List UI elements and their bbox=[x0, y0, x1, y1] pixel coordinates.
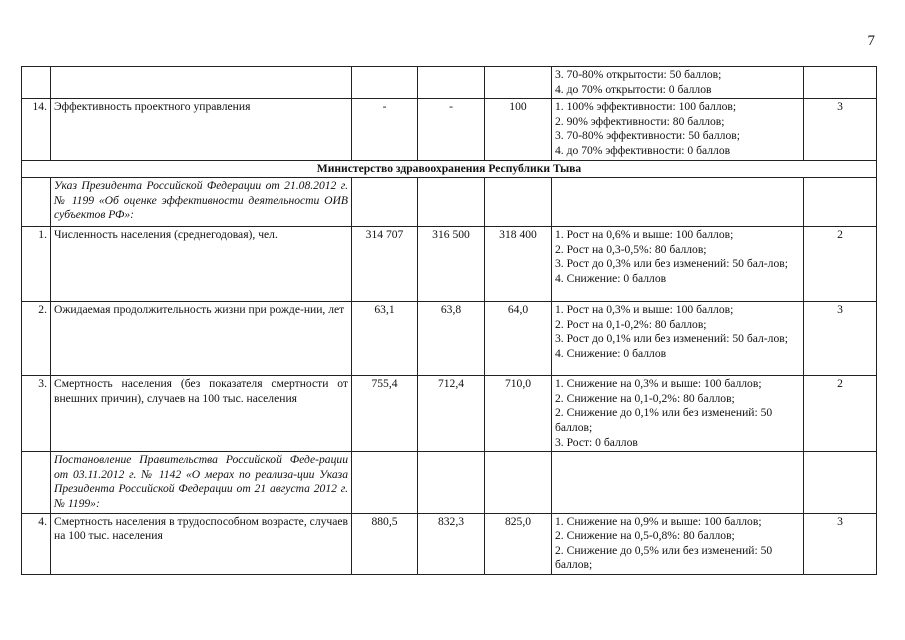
indicator-name: Эффективность проектного управления bbox=[51, 99, 352, 160]
note-row bbox=[22, 178, 877, 227]
empty-cell bbox=[22, 178, 51, 227]
score: 2 bbox=[804, 376, 877, 452]
row-number: 4. bbox=[22, 513, 51, 574]
criteria-line: 3. Рост: 0 баллов bbox=[555, 435, 638, 449]
note-row bbox=[22, 452, 877, 513]
table-row bbox=[22, 376, 877, 452]
value-1 bbox=[352, 67, 418, 99]
empty-cell bbox=[804, 452, 877, 513]
criteria bbox=[552, 302, 804, 376]
value-1: 314 707 bbox=[352, 227, 418, 302]
empty-cell bbox=[418, 452, 485, 513]
criteria-line: 2. Рост на 0,1-0,2%: 80 баллов; bbox=[555, 317, 707, 331]
criteria-line: 2. Снижение на 0,1-0,2%: 80 баллов; bbox=[555, 391, 735, 405]
criteria-line: 1. Рост на 0,6% и выше: 100 баллов; bbox=[555, 228, 734, 242]
criteria-line: 2. Рост на 0,3-0,5%: 80 баллов; bbox=[555, 242, 707, 256]
row-number: 3. bbox=[22, 376, 51, 452]
criteria-line: 1. 100% эффективности: 100 баллов; bbox=[555, 100, 737, 114]
table-row bbox=[22, 99, 877, 160]
value-1: 755,4 bbox=[352, 376, 418, 452]
empty-cell bbox=[485, 452, 552, 513]
indicator-name bbox=[51, 67, 352, 99]
table-row bbox=[22, 302, 877, 376]
empty-cell bbox=[22, 452, 51, 513]
criteria-line: 4. до 70% открытости: 0 баллов bbox=[555, 82, 712, 96]
decree-note: Указ Президента Российской Федерации от 21.08.2012 г. № 1199 «Об оценке эффективности деятельности ОИВ субъектов РФ»: bbox=[51, 178, 352, 227]
score: 3 bbox=[804, 302, 877, 376]
criteria-line: 1. Снижение на 0,3% и выше: 100 баллов; bbox=[555, 377, 762, 391]
value-3: 100 bbox=[485, 99, 552, 160]
score bbox=[804, 67, 877, 99]
criteria bbox=[552, 513, 804, 574]
criteria-line: 3. 70-80% эффективности: 50 баллов; bbox=[555, 129, 740, 143]
section-title: Министерство здравоохранения Республики Тыва bbox=[22, 160, 877, 178]
value-2: - bbox=[418, 99, 485, 160]
row-number: 14. bbox=[22, 99, 51, 160]
table-row bbox=[22, 513, 877, 574]
criteria-line: 2. Снижение до 0,5% или без изменений: 50 баллов; bbox=[555, 543, 773, 572]
value-3: 710,0 bbox=[485, 376, 552, 452]
value-2: 63,8 bbox=[418, 302, 485, 376]
criteria bbox=[552, 376, 804, 452]
criteria-line: 1. Снижение на 0,9% и выше: 100 баллов; bbox=[555, 514, 762, 528]
criteria bbox=[552, 67, 804, 99]
criteria-line: 3. 70-80% открытости: 50 баллов; bbox=[555, 68, 722, 81]
empty-cell bbox=[352, 178, 418, 227]
value-1: 880,5 bbox=[352, 513, 418, 574]
score: 3 bbox=[804, 99, 877, 160]
criteria-line: 3. Рост до 0,1% или без изменений: 50 бал-лов; bbox=[555, 332, 788, 346]
row-number: 1. bbox=[22, 227, 51, 302]
value-2 bbox=[418, 67, 485, 99]
value-2: 712,4 bbox=[418, 376, 485, 452]
decree-note: Постановление Правительства Российской Феде-рации от 03.11.2012 г. № 1142 «О мерах по реализа-ции Указа Президента Российской Федерации от 21 августа 2012 г. № 1199»: bbox=[51, 452, 352, 513]
table-row bbox=[22, 227, 877, 302]
value-1: - bbox=[352, 99, 418, 160]
criteria-line: 4. Снижение: 0 баллов bbox=[555, 346, 667, 360]
criteria bbox=[552, 99, 804, 160]
value-2: 316 500 bbox=[418, 227, 485, 302]
criteria-line: 2. Снижение на 0,5-0,8%: 80 баллов; bbox=[555, 529, 735, 543]
criteria-line: 2. Снижение до 0,1% или без изменений: 50 баллов; bbox=[555, 406, 773, 434]
score: 3 bbox=[804, 513, 877, 574]
score: 2 bbox=[804, 227, 877, 302]
criteria-line: 4. Снижение: 0 баллов bbox=[555, 271, 667, 285]
empty-cell bbox=[804, 178, 877, 227]
criteria-line: 1. Рост на 0,3% и выше: 100 баллов; bbox=[555, 303, 734, 317]
indicators-table bbox=[21, 66, 877, 575]
criteria bbox=[552, 227, 804, 302]
value-1: 63,1 bbox=[352, 302, 418, 376]
indicator-name: Численность населения (среднегодовая), чел. bbox=[51, 227, 352, 302]
value-2: 832,3 bbox=[418, 513, 485, 574]
table-row bbox=[22, 67, 877, 99]
value-3: 318 400 bbox=[485, 227, 552, 302]
indicator-name: Смертность населения в трудоспособном возрасте, случаев на 100 тыс. населения bbox=[51, 513, 352, 574]
empty-cell bbox=[552, 178, 804, 227]
criteria-line: 4. до 70% эффективности: 0 баллов bbox=[555, 143, 731, 157]
criteria-line: 3. Рост до 0,3% или без изменений: 50 бал-лов; bbox=[555, 257, 788, 271]
indicator-name: Ожидаемая продолжительность жизни при рожде-нии, лет bbox=[51, 302, 352, 376]
criteria-line: 2. 90% эффективности: 80 баллов; bbox=[555, 114, 725, 128]
row-number bbox=[22, 67, 51, 99]
row-number: 2. bbox=[22, 302, 51, 376]
empty-cell bbox=[418, 178, 485, 227]
value-3: 64,0 bbox=[485, 302, 552, 376]
section-row bbox=[22, 160, 877, 178]
value-3 bbox=[485, 67, 552, 99]
page-number: 7 bbox=[867, 33, 875, 49]
value-3: 825,0 bbox=[485, 513, 552, 574]
empty-cell bbox=[352, 452, 418, 513]
empty-cell bbox=[485, 178, 552, 227]
empty-cell bbox=[552, 452, 804, 513]
indicator-name: Смертность населения (без показателя смертности от внешних причин), случаев на 100 тыс. населения bbox=[51, 376, 352, 452]
